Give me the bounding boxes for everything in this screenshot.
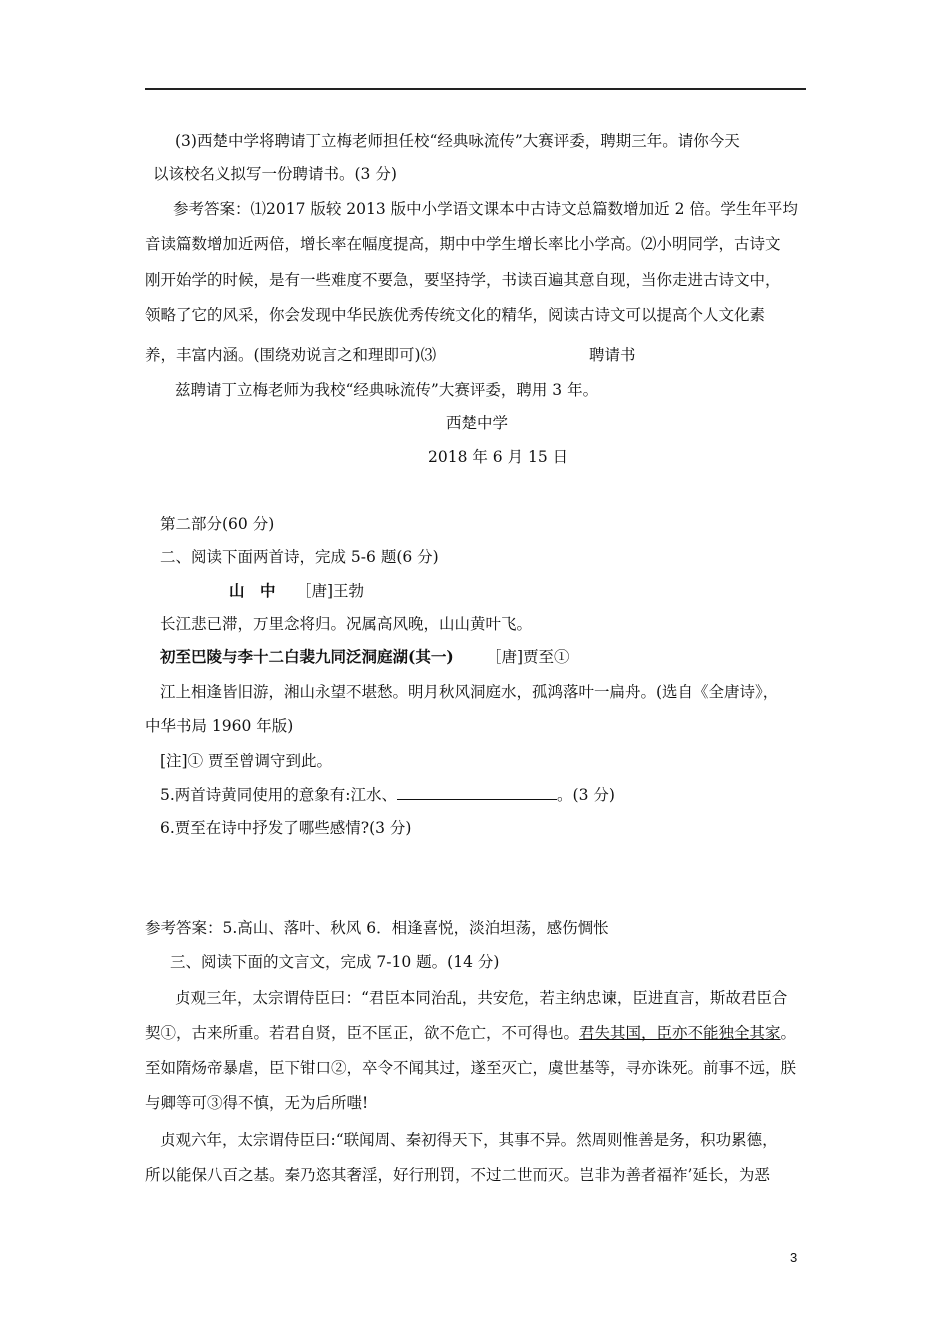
question-6: 6.贾至在诗中抒发了哪些感情?(3 分) bbox=[160, 819, 412, 837]
question-5 bbox=[160, 785, 615, 805]
passage2-line1: 贞观六年，太宗谓侍臣曰:“联闻周、秦初得天下，其事不异。然周则惟善是务，积功累德， bbox=[160, 1131, 778, 1149]
passage1-line2 bbox=[145, 1023, 796, 1043]
letter-body: 兹聘请丁立梅老师为我校“经典咏流传”大赛评委，聘用 3 年。 bbox=[175, 381, 599, 399]
poem2-text-line2: 中华书局 1960 年版) bbox=[145, 717, 294, 735]
question-5-text: 5.两首诗黄同使用的意象有:江水、 bbox=[160, 786, 398, 804]
header-rule bbox=[145, 88, 806, 90]
passage2-line2: 所以能保八百之基。秦乃恣其奢淫，好行刑罚，不过二世而灭。岂非为善者福祚’延长，为恶 bbox=[145, 1166, 770, 1184]
question-3-line1: (3)西楚中学将聘请丁立梅老师担任校“经典咏流传”大赛评委，聘期三年。请你今天 bbox=[175, 132, 740, 150]
poem2-text-line1: 江上相逢皆旧游，湘山永望不堪愁。明月秋风洞庭水，孤鸿落叶一扁舟。(选自《全唐诗》， bbox=[160, 683, 779, 701]
section2-heading: 二、阅读下面两首诗，完成 5-6 题(6 分) bbox=[160, 548, 439, 566]
answer-line5: 养，丰富内涵。(围绕劝说言之和理即可)⑶ bbox=[145, 346, 437, 364]
answer-line3: 刚开始学的时候，是有一些难度不要急，要坚持学，书读百遍其意自现，当你走进古诗文中， bbox=[145, 271, 781, 289]
answer-blank[interactable] bbox=[397, 785, 557, 800]
question-3-line2: 以该校名义拟写一份聘请书。(3 分) bbox=[153, 165, 397, 183]
underlined-sentence: 君失其国，臣亦不能独全其家 bbox=[579, 1024, 781, 1042]
answer-line2: 音读篇数增加近两倍，增长率在幅度提高，期中中学生增长率比小学高。⑵小明同学，古诗文 bbox=[145, 235, 781, 253]
page-number: 3 bbox=[790, 1250, 798, 1265]
passage1-line4: 与卿等可③得不慎，无为后所嗤! bbox=[145, 1094, 369, 1112]
letter-date: 2018 年 6 月 15 日 bbox=[428, 448, 569, 466]
passage1-line3: 至如隋炀帝暴虐，臣下钳口②，卒令不闻其过，遂至灭亡，虞世基等，寻亦诛死。前事不远，朕 bbox=[145, 1059, 797, 1077]
poem2-author: ［唐]贾至① bbox=[486, 648, 570, 666]
letter-signature: 西楚中学 bbox=[446, 414, 509, 432]
passage1-line1: 贞观三年，太宗谓侍臣曰：“君臣本同治乱，共安危，若主纳忠谏，臣进直言，斯故君臣合 bbox=[175, 989, 788, 1007]
poem1-title: 山 中 bbox=[229, 581, 276, 600]
poem1-text: 长江悲已滞，万里念将归。况属高风晚，山山黄叶飞。 bbox=[160, 615, 533, 633]
question-5-points: 。(3 分) bbox=[557, 786, 615, 804]
answer-line4: 领略了它的风采，你会发现中华民族优秀传统文化的精华，阅读古诗文可以提高个人文化素 bbox=[145, 306, 766, 324]
section3-heading: 三、阅读下面的文言文，完成 7-10 题。(14 分) bbox=[170, 953, 500, 971]
answer-line1: 参考答案：⑴2017 版较 2013 版中小学语文课本中古诗文总篇数增加近 2 倍。学生年平均 bbox=[173, 200, 798, 218]
part2-heading: 第二部分(60 分) bbox=[160, 515, 275, 533]
passage1-line2-text: 契①，古来所重。若君自贤，臣不匡正，欲不危亡，不可得也。 bbox=[145, 1024, 580, 1042]
answer-5-6: 参考答案：5.高山、落叶、秋风 6．相逢喜悦，淡泊坦荡，感伤惆怅 bbox=[145, 919, 609, 937]
poem2-title: 初至巴陵与李十二白裴九同泛洞庭湖(其一) bbox=[160, 647, 454, 666]
poem1-author: ［唐]王勃 bbox=[296, 582, 365, 600]
poem2-note: [注]① 贾至曾调守到此。 bbox=[160, 752, 333, 770]
passage1-line2-end: 。 bbox=[780, 1024, 797, 1042]
letter-title: 聘请书 bbox=[589, 346, 636, 364]
